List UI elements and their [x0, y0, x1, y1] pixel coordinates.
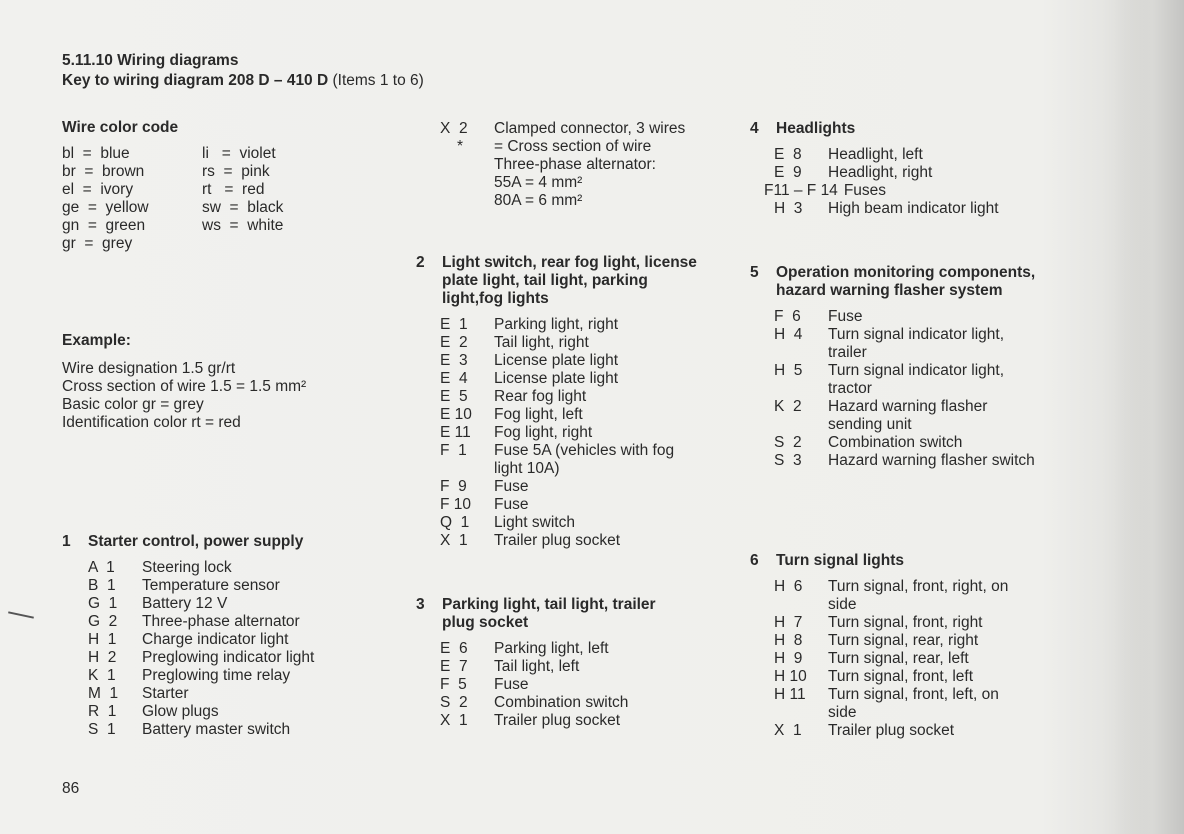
- item-desc: License plate light: [494, 352, 619, 369]
- list-item: [774, 650, 1044, 668]
- item-code: X 1: [774, 722, 802, 739]
- item-desc: Trailer plug socket: [494, 712, 621, 729]
- example-line: Basic color gr = grey: [62, 396, 204, 413]
- list-item: [88, 577, 392, 595]
- section-title: [750, 264, 1080, 300]
- list-item: [440, 352, 746, 370]
- item-code: K 1: [88, 667, 116, 684]
- section-number: 5: [750, 264, 759, 281]
- item-desc: Fuse: [494, 676, 529, 693]
- color-code-entry: gn = green: [62, 217, 146, 234]
- list-item: [774, 308, 1044, 326]
- item-desc: Starter: [142, 685, 189, 702]
- item-code: R 1: [88, 703, 117, 720]
- item-code: X 1: [440, 712, 468, 729]
- list-item: [440, 478, 746, 496]
- item-desc: Hazard warning flasher sending unit: [828, 398, 988, 433]
- list-item: [88, 721, 392, 739]
- item-code: H 2: [88, 649, 117, 666]
- item-desc: Turn signal, rear, left: [828, 650, 969, 667]
- item-desc: Parking light, left: [494, 640, 609, 657]
- list-item: [88, 613, 392, 631]
- item-desc: Preglowing indicator light: [142, 649, 315, 666]
- list-item: [774, 614, 1044, 632]
- list-item: [88, 649, 392, 667]
- list-item: [88, 685, 392, 703]
- item-desc: Trailer plug socket: [828, 722, 955, 739]
- item-desc: Hazard warning flasher switch: [828, 452, 1035, 469]
- item-desc: Turn signal, rear, right: [828, 632, 979, 649]
- example-block: [62, 331, 392, 432]
- section-title-text: Turn signal lights: [776, 552, 905, 569]
- item-desc: Fog light, right: [494, 424, 593, 441]
- list-item: [88, 667, 392, 685]
- item-desc: = Cross section of wire: [494, 138, 652, 155]
- item-desc: Turn signal, front, left, on side: [828, 686, 999, 721]
- item-code: E 3: [440, 352, 468, 369]
- section-number: 6: [750, 552, 759, 569]
- alternator-line: 55A = 4 mm²: [494, 174, 583, 191]
- item-code: E 8: [774, 146, 802, 163]
- list-item: [440, 658, 746, 676]
- item-desc: Clamped connector, 3 wires: [494, 120, 686, 137]
- list-item: [774, 722, 1044, 740]
- item-code: E 4: [440, 370, 468, 387]
- list-item: [440, 694, 746, 712]
- color-code-entry: bl = blue: [62, 145, 130, 162]
- color-code-entry: ge = yellow: [62, 199, 149, 216]
- list-item: [774, 164, 1080, 182]
- item-code: E 5: [440, 388, 468, 405]
- page-edge-shadow: [1114, 0, 1184, 834]
- list-item: [440, 406, 746, 424]
- section-number: 4: [750, 120, 759, 137]
- example-title: Example:: [62, 332, 131, 349]
- list-item: [774, 686, 1044, 722]
- item-desc: License plate light: [494, 370, 619, 387]
- section-title: [416, 596, 746, 632]
- item-desc: Temperature sensor: [142, 577, 280, 594]
- list-item: [774, 668, 1044, 686]
- section-title-text: Headlights: [776, 120, 856, 137]
- section-title: [750, 120, 1080, 138]
- item-desc: Parking light, right: [494, 316, 619, 333]
- item-code: G 1: [88, 595, 118, 612]
- item-code: G 2: [88, 613, 118, 630]
- list-item: [774, 146, 1080, 164]
- item-code: H 4: [774, 326, 803, 343]
- item-code: S 2: [440, 694, 468, 711]
- item-code: E 1: [440, 316, 468, 333]
- list-item: [774, 200, 1080, 218]
- item-desc: High beam indicator light: [828, 200, 999, 217]
- item-code: E 10: [440, 406, 472, 423]
- item-code: S 2: [774, 434, 802, 451]
- list-item: [774, 326, 1044, 362]
- list-item: [774, 362, 1044, 398]
- item-desc: Fuse 5A (vehicles with fog light 10A): [494, 442, 675, 477]
- section-title-text: Starter control, power supply: [88, 533, 304, 550]
- page-number: 86: [62, 780, 80, 797]
- x2-block: [416, 120, 750, 210]
- example-line: Wire designation 1.5 gr/rt: [62, 360, 236, 377]
- list-item: [440, 388, 746, 406]
- list-item: [440, 496, 746, 514]
- section-6: [750, 552, 1080, 740]
- list-item: [774, 452, 1044, 470]
- example-line: Identification color rt = red: [62, 414, 241, 431]
- item-code: E 2: [440, 334, 468, 351]
- section-5: [750, 264, 1080, 470]
- list-item: [440, 334, 746, 352]
- wire-color-code: [62, 118, 392, 253]
- color-code-entry: gr = grey: [62, 235, 133, 252]
- item-desc: Fuse: [494, 478, 529, 495]
- section-number: 1: [62, 533, 71, 550]
- section-heading: 5.11.10 Wiring diagrams: [62, 52, 239, 69]
- item-desc: Turn signal, front, right: [828, 614, 983, 631]
- color-code-entry: sw = black: [202, 199, 284, 216]
- item-desc: Trailer plug socket: [494, 532, 621, 549]
- key-heading-bold: Key to wiring diagram 208 D – 410 D: [62, 72, 329, 89]
- item-code: F 6: [774, 308, 801, 325]
- item-code: E 9: [774, 164, 802, 181]
- item-desc: Battery 12 V: [142, 595, 228, 612]
- section-title: [62, 533, 392, 551]
- item-desc: Fuse: [828, 308, 863, 325]
- list-item: [440, 138, 750, 156]
- item-desc: Light switch: [494, 514, 575, 531]
- item-desc: Headlight, right: [828, 164, 933, 181]
- section-title: [416, 254, 746, 308]
- list-item: [764, 182, 1080, 200]
- item-code: H 10: [774, 668, 807, 685]
- item-desc: Tail light, right: [494, 334, 589, 351]
- list-item: [440, 676, 746, 694]
- item-code: F 10: [440, 496, 472, 513]
- list-item: [440, 712, 746, 730]
- item-desc: Battery master switch: [142, 721, 291, 738]
- item-code: H 7: [774, 614, 803, 631]
- list-item: [774, 398, 1044, 434]
- item-code: E 6: [440, 640, 468, 657]
- color-code-entry: br = brown: [62, 163, 145, 180]
- section-number: 3: [416, 596, 425, 613]
- item-code: B 1: [88, 577, 116, 594]
- list-item: [88, 595, 392, 613]
- item-code: X 1: [440, 532, 468, 549]
- list-item: [774, 578, 1044, 614]
- item-desc: Fuses: [843, 182, 887, 199]
- alternator-line: 80A = 6 mm²: [494, 192, 583, 209]
- section-title-text: Operation monitoring components, hazard warning flasher system: [776, 264, 1036, 299]
- item-desc: Turn signal, front, right, on side: [828, 578, 1009, 613]
- item-desc: Turn signal indicator light, tractor: [828, 362, 1005, 397]
- item-code: F 1: [440, 442, 467, 459]
- alternator-title: Three-phase alternator:: [494, 156, 656, 173]
- item-code: K 2: [774, 398, 802, 415]
- item-code: F11 – F 14: [764, 182, 838, 199]
- item-code: F 9: [440, 478, 467, 495]
- item-code: M 1: [88, 685, 119, 702]
- item-code: X 2: [440, 120, 468, 137]
- item-code: E 11: [440, 424, 471, 441]
- section-1: [62, 533, 392, 739]
- item-code: H 1: [88, 631, 117, 648]
- item-code: *: [456, 138, 464, 155]
- section-2: [416, 254, 746, 550]
- item-code: H 11: [774, 686, 806, 703]
- item-desc: Three-phase alternator: [142, 613, 300, 630]
- section-title: [750, 552, 1080, 570]
- color-code-entry: rs = pink: [202, 163, 270, 180]
- section-3: [416, 596, 746, 730]
- color-code-entry: [202, 235, 342, 253]
- example-line: Cross section of wire 1.5 = 1.5 mm²: [62, 378, 307, 395]
- list-item: [440, 316, 746, 334]
- item-code: H 9: [774, 650, 803, 667]
- item-desc: Glow plugs: [142, 703, 219, 720]
- item-desc: Rear fog light: [494, 388, 587, 405]
- item-desc: Steering lock: [142, 559, 232, 576]
- wire-color-title: Wire color code: [62, 119, 179, 136]
- section-number: 2: [416, 254, 425, 271]
- item-code: S 3: [774, 452, 802, 469]
- item-code: Q 1: [440, 514, 470, 531]
- item-desc: Preglowing time relay: [142, 667, 291, 684]
- list-item: [88, 631, 392, 649]
- item-code: H 3: [774, 200, 803, 217]
- item-code: F 5: [440, 676, 467, 693]
- item-desc: Combination switch: [828, 434, 963, 451]
- color-code-entry: el = ivory: [62, 181, 134, 198]
- item-code: H 5: [774, 362, 803, 379]
- item-code: E 7: [440, 658, 468, 675]
- list-item: [440, 424, 746, 442]
- list-item: [440, 514, 746, 532]
- item-code: H 6: [774, 578, 803, 595]
- key-heading: [62, 72, 424, 90]
- list-item: [88, 559, 392, 577]
- item-code: H 8: [774, 632, 803, 649]
- color-code-entry: ws = white: [202, 217, 284, 234]
- key-heading-items: (Items 1 to 6): [328, 72, 424, 89]
- section-4: [750, 120, 1080, 218]
- item-desc: Turn signal indicator light, trailer: [828, 326, 1005, 361]
- list-item: [440, 370, 746, 388]
- item-desc: Charge indicator light: [142, 631, 289, 648]
- list-item: [440, 640, 746, 658]
- list-item: [774, 434, 1044, 452]
- item-desc: Fuse: [494, 496, 529, 513]
- list-item: [774, 632, 1044, 650]
- color-code-entry: li = violet: [202, 145, 276, 162]
- item-desc: Tail light, left: [494, 658, 580, 675]
- item-desc: Fog light, left: [494, 406, 583, 423]
- list-item: [440, 120, 750, 138]
- section-title-text: Parking light, tail light, trailer plug socket: [442, 596, 656, 631]
- item-desc: Headlight, left: [828, 146, 923, 163]
- item-code: A 1: [88, 559, 115, 576]
- section-title-text: Light switch, rear fog light, license plate light, tail light, parking light,fog lights: [442, 254, 697, 307]
- list-item: [88, 703, 392, 721]
- pen-mark: [8, 611, 34, 618]
- list-item: [440, 532, 746, 550]
- item-desc: Combination switch: [494, 694, 629, 711]
- item-desc: Turn signal, front, left: [828, 668, 974, 685]
- color-code-table: [62, 145, 392, 253]
- color-code-entry: rt = red: [202, 181, 265, 198]
- list-item: [440, 442, 746, 478]
- item-code: S 1: [88, 721, 116, 738]
